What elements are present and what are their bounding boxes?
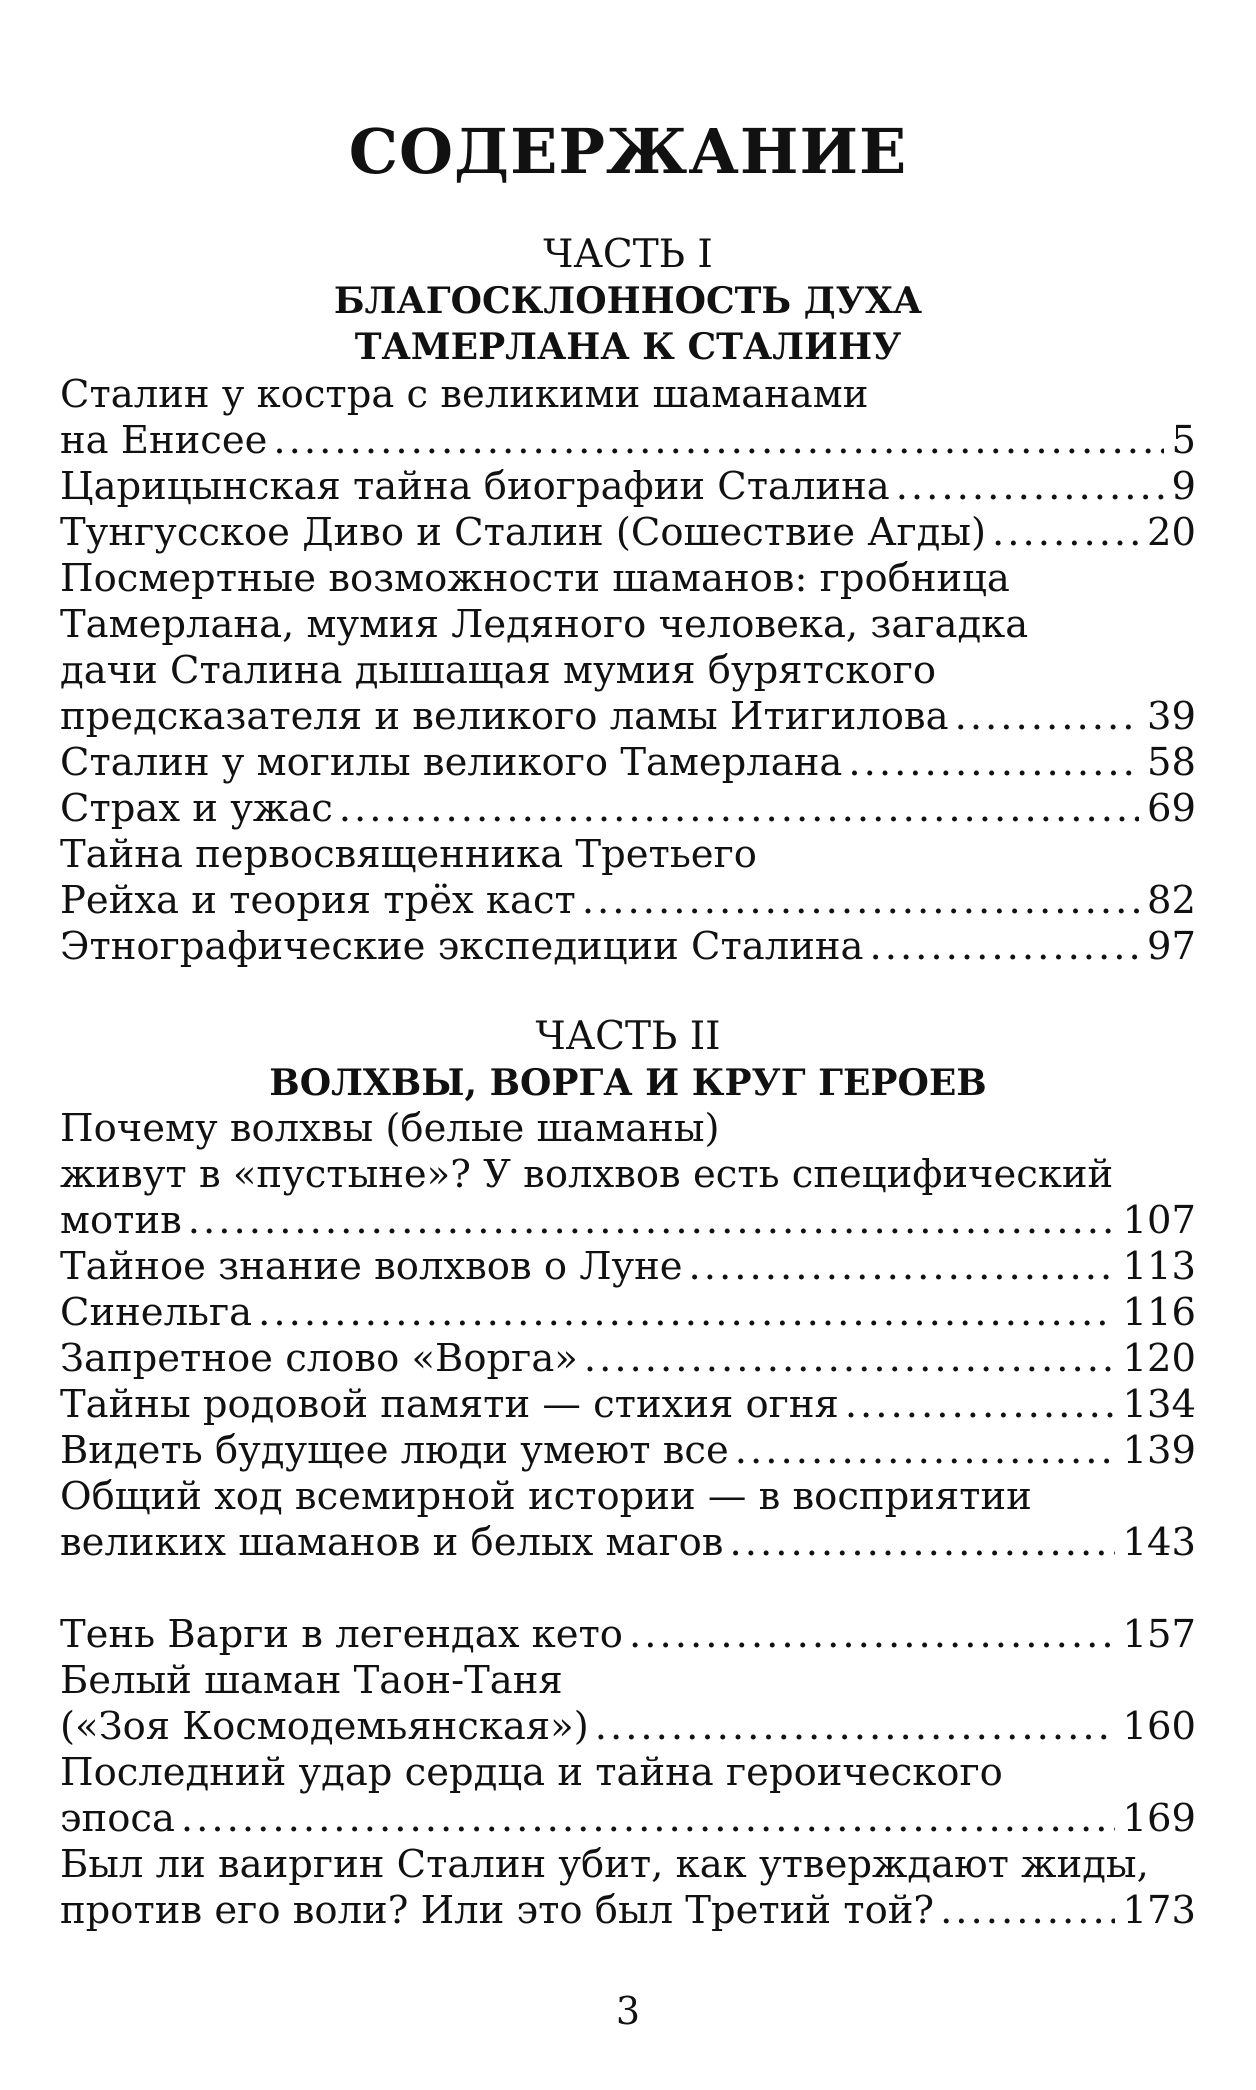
toc-entry[interactable] (60, 1750, 1196, 1842)
dot-leader (339, 786, 1139, 832)
toc-entry[interactable] (60, 1106, 1196, 1244)
entry-text-line: живут в «пустыне»? У волхвов есть специфический (60, 1152, 1114, 1197)
entry-text-line: Страх и ужас (60, 786, 333, 831)
entry-text-line: Почему волхвы (белые шаманы) (60, 1106, 720, 1151)
entry-page-number: 82 (1147, 878, 1196, 923)
toc-entry[interactable] (60, 1244, 1196, 1290)
part-2-label: ЧАСТЬ II (535, 1014, 721, 1059)
dot-leader (735, 1428, 1115, 1474)
entry-page-number: 120 (1122, 1336, 1196, 1381)
toc-entry[interactable] (60, 1382, 1196, 1428)
part-2-entries (60, 1106, 1196, 1566)
entry-page-number: 58 (1147, 740, 1196, 785)
dot-leader (869, 924, 1139, 970)
extra-entries (60, 1612, 1196, 1934)
toc-entry[interactable] (60, 740, 1196, 786)
entry-text-line: дачи Сталина дышащая мумия бурятского (60, 648, 937, 693)
entry-text-line: Белый шаман Таон-Таня (60, 1658, 563, 1703)
toc-page (60, 0, 1196, 2090)
entry-text-line: Последний удар сердца и тайна героического (60, 1750, 1003, 1795)
toc-entry[interactable] (60, 832, 1196, 924)
entry-text-line: Тамерлана, мумия Ледяного человека, загадка (60, 602, 1029, 647)
toc-entry[interactable] (60, 1658, 1196, 1750)
toc-entry[interactable] (60, 464, 1196, 510)
entry-text-line: Был ли ваиргин Сталин убит, как утверждают жиды, (60, 1842, 1149, 1887)
entry-page-number: 157 (1122, 1612, 1196, 1657)
dot-leader (273, 418, 1163, 464)
entry-page-number: 107 (1122, 1198, 1196, 1243)
page-number: 3 (615, 1989, 641, 2033)
entry-page-number: 169 (1122, 1796, 1196, 1841)
part-1-title-line-1: БЛАГОСКЛОННОСТЬ ДУХА (333, 280, 923, 322)
entry-page-number: 97 (1147, 924, 1196, 969)
dot-leader (595, 1704, 1115, 1750)
dot-leader (689, 1244, 1115, 1290)
part-1-label: ЧАСТЬ I (543, 232, 713, 277)
entry-text-line: Тень Варги в легендах кето (60, 1612, 623, 1657)
entry-page-number: 134 (1122, 1382, 1196, 1427)
toc-entry[interactable] (60, 1474, 1196, 1566)
entry-text-line: Тайна первосвященника Третьего (60, 832, 757, 877)
dot-leader (584, 1336, 1115, 1382)
dot-leader (730, 1520, 1115, 1566)
entry-text-line: на Енисее (60, 418, 268, 463)
entry-text-line: Посмертные возможности шаманов: гробница (60, 556, 1010, 601)
entry-text-line: Тайны родовой памяти — стихия огня (60, 1382, 839, 1427)
entry-text-line: Рейха и теория трёх каст (60, 878, 576, 923)
entry-text-line: Общий ход всемирной истории — в восприятии (60, 1474, 1032, 1519)
toc-entry[interactable] (60, 1612, 1196, 1658)
dot-leader (940, 1888, 1114, 1934)
entry-page-number: 39 (1147, 694, 1196, 739)
entry-page-number: 9 (1171, 464, 1196, 509)
entry-text-line: Тунгусское Диво и Сталин (Сошествие Агды) (60, 510, 987, 555)
entry-page-number: 116 (1122, 1290, 1196, 1335)
dot-leader (258, 1290, 1114, 1336)
entry-page-number: 20 (1147, 510, 1196, 555)
entry-text-line: против его воли? Или это был Третий той? (60, 1888, 935, 1933)
entry-page-number: 143 (1122, 1520, 1196, 1565)
dot-leader (629, 1612, 1115, 1658)
dot-leader (582, 878, 1139, 924)
toc-entry[interactable] (60, 1842, 1196, 1934)
entry-text-line: («Зоя Космодемьянская») (60, 1704, 589, 1749)
entry-text-line: предсказателя и великого ламы Итигилова (60, 694, 949, 739)
entry-page-number: 139 (1122, 1428, 1196, 1473)
entry-page-number: 5 (1171, 418, 1196, 463)
dot-leader (955, 694, 1139, 740)
entry-page-number: 173 (1122, 1888, 1196, 1933)
dot-leader (896, 464, 1164, 510)
toc-entry[interactable] (60, 372, 1196, 464)
entry-page-number: 113 (1122, 1244, 1196, 1289)
toc-entry[interactable] (60, 1290, 1196, 1336)
part-2-title: ВОЛХВЫ, ВОРГА И КРУГ ГЕРОЕВ (269, 1062, 987, 1104)
entry-text-line: Тайное знание волхвов о Луне (60, 1244, 683, 1289)
dot-leader (848, 740, 1139, 786)
dot-leader (992, 510, 1139, 556)
entry-page-number: 160 (1122, 1704, 1196, 1749)
toc-entry[interactable] (60, 1336, 1196, 1382)
entry-text-line: Этнографические экспедиции Сталина (60, 924, 864, 969)
dot-leader (188, 1198, 1115, 1244)
toc-entry[interactable] (60, 786, 1196, 832)
entry-text-line: эпоса (60, 1796, 175, 1841)
entry-text-line: Синельга (60, 1290, 253, 1335)
dot-leader (181, 1796, 1115, 1842)
toc-entry[interactable] (60, 924, 1196, 970)
part-1-entries (60, 372, 1196, 970)
part-1-header (60, 232, 1196, 370)
part-1-title-line-2: ТАМЕРЛАНА К СТАЛИНУ (354, 326, 902, 368)
dot-leader (845, 1382, 1115, 1428)
entry-text-line: мотив (60, 1198, 182, 1243)
part-2-header (60, 1014, 1196, 1106)
entry-text-line: великих шаманов и белых магов (60, 1520, 724, 1565)
toc-title: СОДЕРЖАНИЕ (348, 115, 908, 188)
entry-page-number: 69 (1147, 786, 1196, 831)
entry-text-line: Запретное слово «Ворга» (60, 1336, 578, 1381)
entry-text-line: Сталин у костра с великими шаманами (60, 372, 869, 417)
entry-text-line: Видеть будущее люди умеют все (60, 1428, 729, 1473)
toc-entry[interactable] (60, 1428, 1196, 1474)
entry-text-line: Царицынская тайна биографии Сталина (60, 464, 890, 509)
toc-entry[interactable] (60, 556, 1196, 740)
entry-text-line: Сталин у могилы великого Тамерлана (60, 740, 843, 785)
toc-entry[interactable] (60, 510, 1196, 556)
